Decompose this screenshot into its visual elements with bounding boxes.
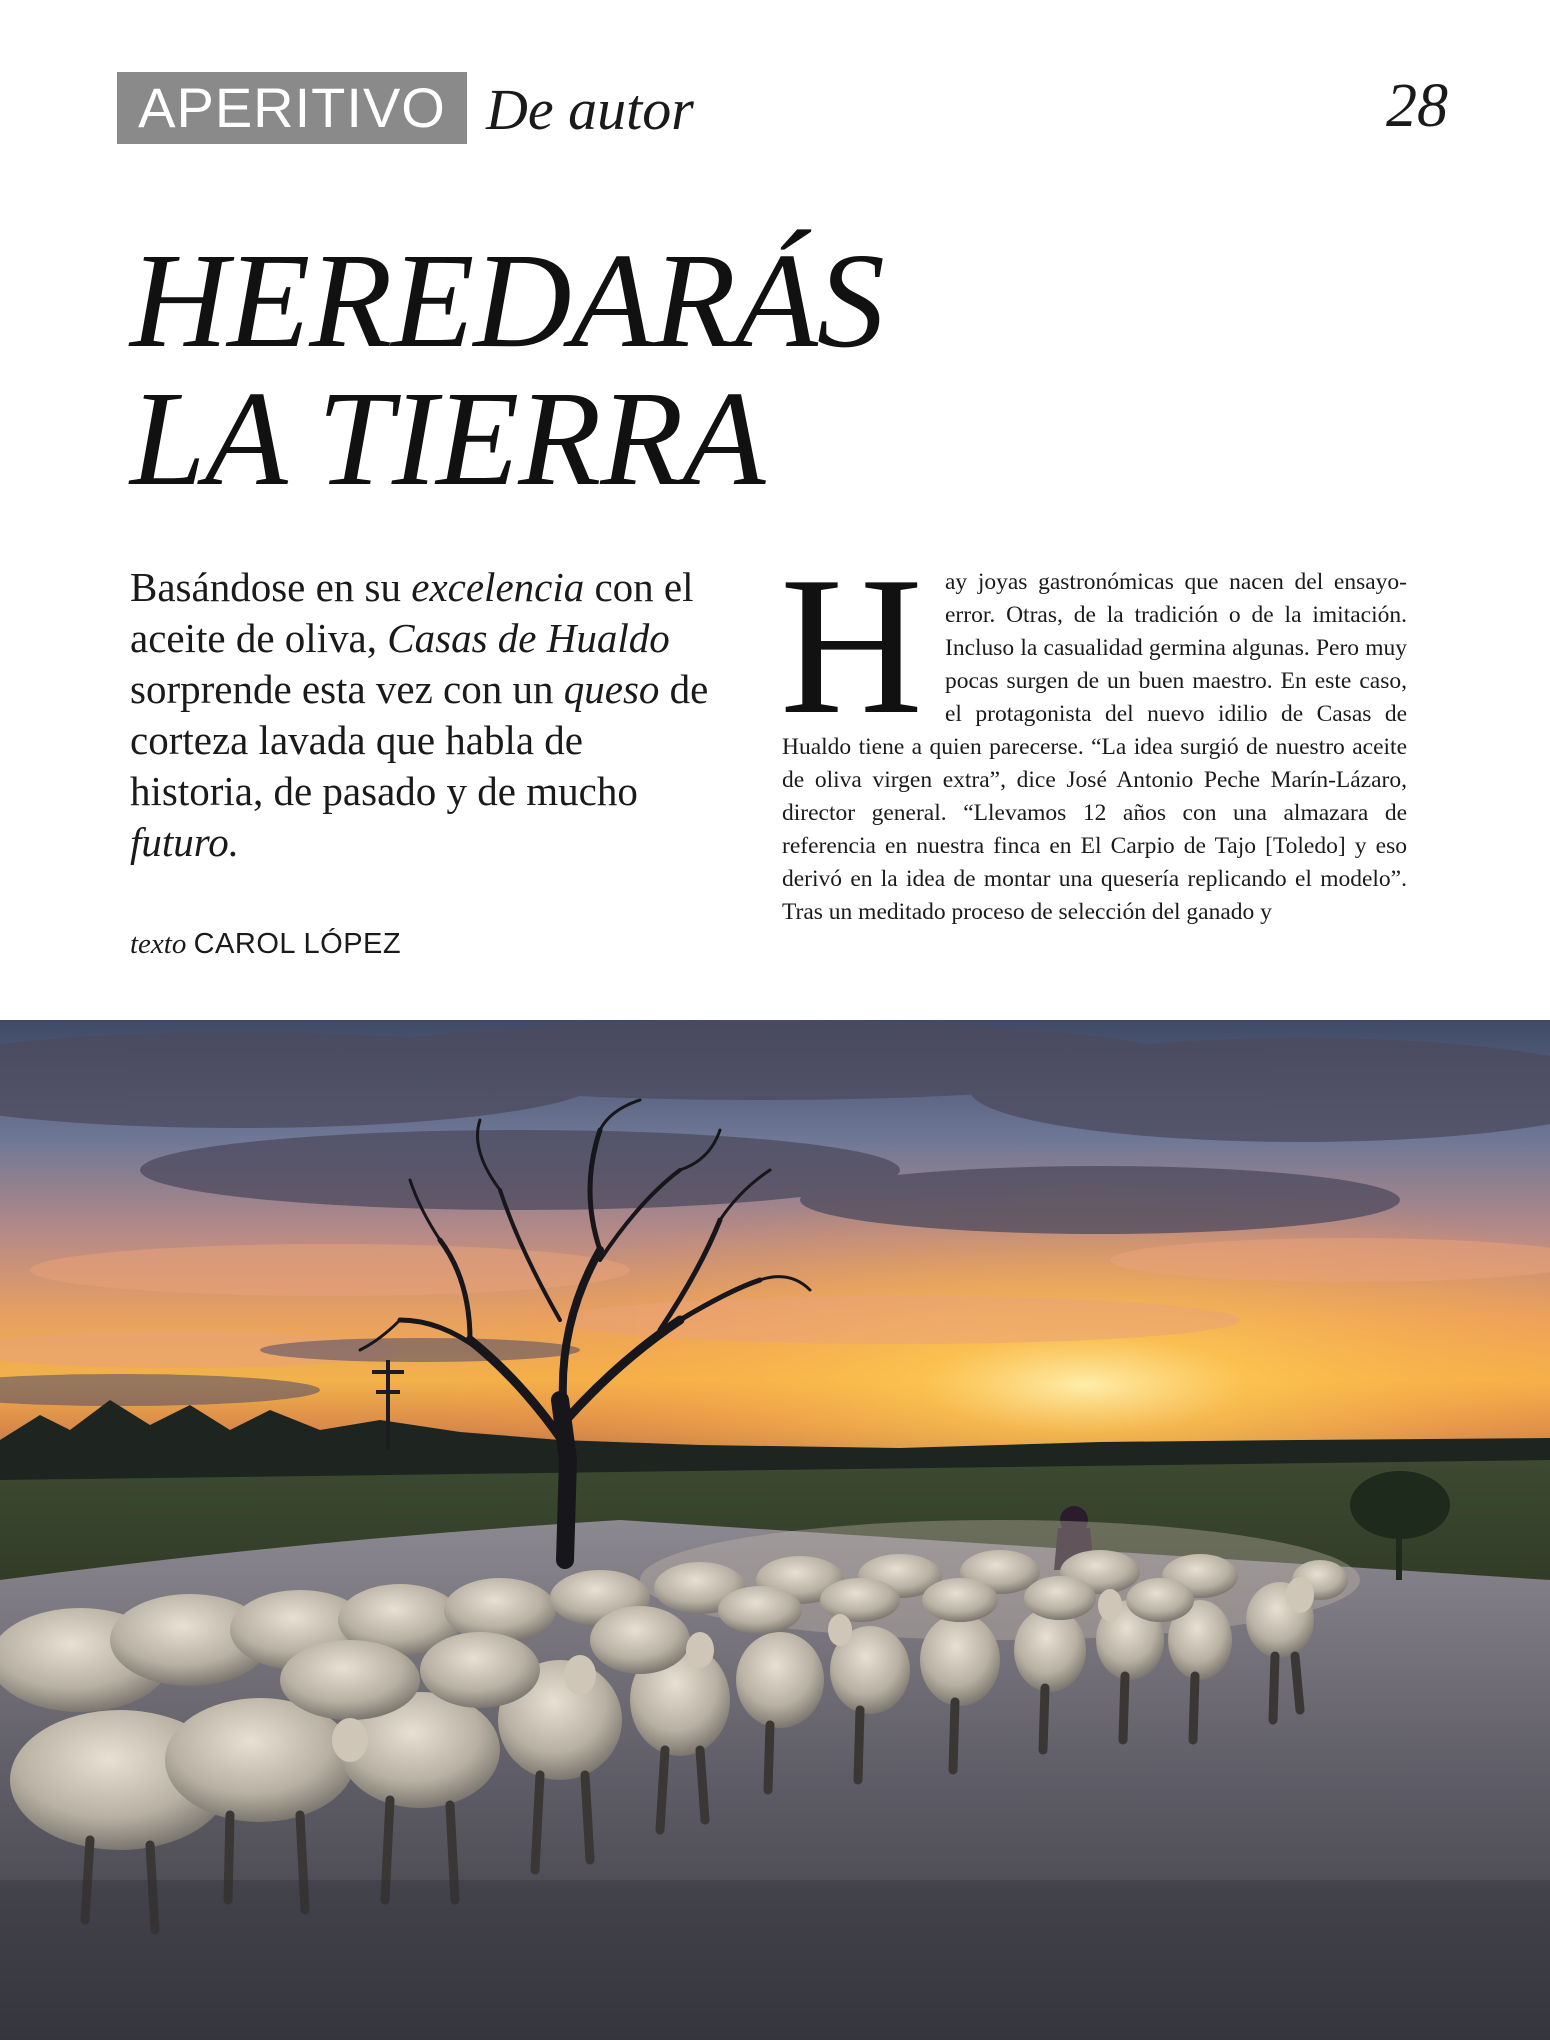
- headline: [130, 226, 884, 514]
- standfirst-emphasis: queso: [563, 666, 660, 712]
- standfirst-text: con el aceite de oliva,: [130, 564, 694, 661]
- byline: [130, 924, 401, 964]
- byline-label: texto: [130, 928, 187, 960]
- standfirst-text: Basándose en su: [130, 564, 412, 610]
- headline-line-1: HEREDARÁS: [130, 226, 884, 376]
- standfirst-emphasis: futuro.: [130, 819, 239, 865]
- page-number: 28: [1386, 72, 1448, 140]
- body-paragraph: ay joyas gastronómicas que nacen del ensayo-error. Otras, de la tradición o de la imitación. Incluso la casualidad germina algunas. Pero muy pocas surgen de un buen maestro. En este caso, el protagonista del nuevo idilio de Casas de Hualdo tiene a quien parecerse. “La idea surgió de nuestro aceite de oliva virgen extra”, dice José Antonio Peche Marín-Lázaro, director general. “Llevamos 12 años con una almazara de referencia en nuestra finca en El Carpio de Tajo [Toledo] y eso derivó en la idea de montar una quesería replicando el modelo”. Tras un meditado proceso de selección del ganado y: [782, 569, 1407, 925]
- standfirst-text: de corteza lavada que habla de historia, de pasado y de mucho: [130, 666, 709, 814]
- article-body: [780, 536, 1407, 929]
- sunset-flock-image: [0, 1020, 1550, 2040]
- section-tag: APERITIVO: [117, 72, 467, 144]
- byline-author: CAROL LÓPEZ: [193, 928, 402, 960]
- drop-cap: H: [780, 536, 923, 755]
- hero-photo: [0, 1020, 1550, 2040]
- headline-line-2: LA TIERRA: [130, 364, 765, 514]
- standfirst: [130, 562, 720, 868]
- standfirst-emphasis: Casas de Hualdo: [387, 615, 670, 661]
- standfirst-emphasis: excelencia: [411, 564, 585, 610]
- section-subtitle: De autor: [486, 77, 694, 142]
- standfirst-text: sorprende esta vez con un: [130, 666, 564, 712]
